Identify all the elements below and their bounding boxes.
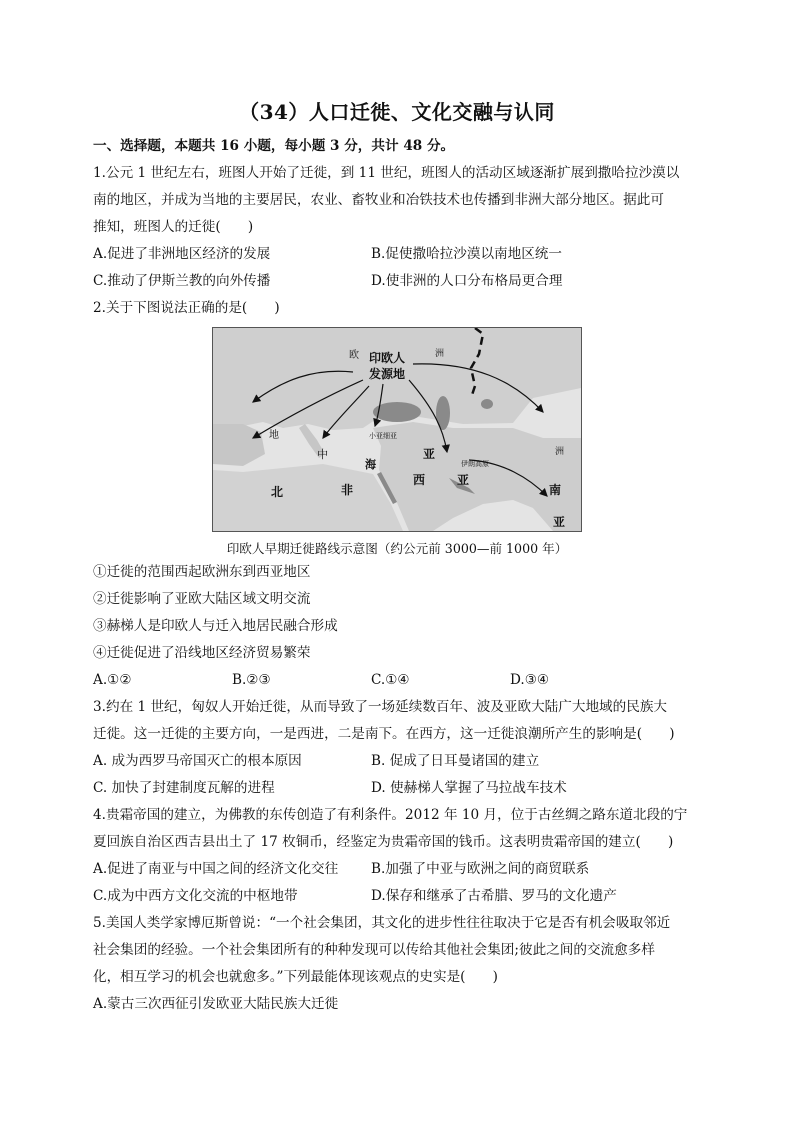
- map-label-di: 地: [269, 430, 279, 441]
- q1-stem-line-2: 南的地区，并成为当地的主要居民，农业、畜牧业和冶铁技术也传播到非洲大部分地区。据此可: [93, 192, 664, 208]
- q1-stem-line-1: 1.公元 1 世纪左右，班图人开始了迁徙，到 11 世纪，班图人的活动区域逐渐扩展到撒哈拉沙漠以: [93, 165, 680, 181]
- q2-stem: 2.关于下图说法正确的是( ): [93, 300, 280, 316]
- q4-stem-line-1: 4.贵霜帝国的建立，为佛教的东传创造了有利条件。2012 年 10 月，位于古丝绸之路东道北段的宁: [93, 807, 688, 823]
- q4-option-c: C.成为中西方文化交流的中枢地带: [93, 888, 298, 904]
- q4-option-a: A.促进了南亚与中国之间的经济文化交往: [93, 861, 339, 877]
- iberia-landmass: [213, 424, 265, 466]
- q5-stem-line-2: 社会集团的经验。一个社会集团所有的种种发现可以传给其他社会集团;彼此之间的交流愈多样: [93, 942, 655, 958]
- asia-landmass: [373, 422, 581, 531]
- q5-stem-line-3: 化，相互学习的机会也就愈多。”下列最能体现该观点的史实是( ): [93, 969, 498, 985]
- q3-option-c: C. 加快了封建制度瓦解的进程: [93, 780, 275, 796]
- q1-stem-line-3: 推知，班图人的迁徙( ): [93, 219, 254, 235]
- map-caption: 印欧人早期迁徙路线示意图（约公元前 3000—前 1000 年）: [226, 541, 568, 556]
- map-label-xi: 西: [413, 473, 426, 487]
- caspian-sea: [436, 396, 450, 430]
- map-label-zhong: 中: [317, 448, 328, 461]
- map-label-origin-line2: 发源地: [369, 367, 406, 381]
- map-label-zhou-2: 洲: [555, 447, 565, 457]
- map-label-origin-line1: 印欧人: [369, 351, 406, 365]
- map-label-zhou-1: 洲: [435, 349, 445, 359]
- map-label-ya-3: 亚: [553, 515, 566, 529]
- q4-option-b: B.加强了中亚与欧洲之间的商贸联系: [371, 861, 590, 877]
- q2-option-b: B.②③: [232, 672, 271, 688]
- map-label-bei: 北: [271, 485, 284, 499]
- africa-landmass: [213, 464, 403, 531]
- q2-option-c: C.①④: [371, 672, 410, 688]
- q3-stem-line-1: 3.约在 1 世纪，匈奴人开始迁徙，从而导致了一场延续数百年、波及亚欧大陆广大地域的民族大: [93, 699, 668, 715]
- q4-stem-line-2: 夏回族自治区西吉县出土了 17 枚铜币，经鉴定为贵霜帝国的钱币。这表明贵霜帝国的建立( ): [93, 834, 674, 850]
- q2-option-a: A.①②: [93, 672, 132, 688]
- q2-item-4: ④迁徙促进了沿线地区经济贸易繁荣: [93, 645, 311, 661]
- map-label-fei: 非: [341, 483, 354, 497]
- q5-stem-line-1: 5.美国人类学家博厄斯曾说：“一个社会集团，其文化的进步性往往取决于它是否有机会吸取邻近: [93, 915, 671, 931]
- q1-option-c: C.推动了伊斯兰教的向外传播: [93, 273, 271, 289]
- map-label-xiaoyaxiya: 小亚细亚: [369, 432, 397, 440]
- q3-option-a: A. 成为西罗马帝国灭亡的根本原因: [93, 753, 302, 769]
- q2-item-2: ②迁徙影响了亚欧大陆区域文明交流: [93, 591, 311, 607]
- migration-map: [212, 327, 582, 532]
- migration-map-svg: [213, 328, 581, 531]
- map-label-ya-2: 亚: [457, 473, 470, 487]
- q3-stem-line-2: 迁徙。这一迁徙的主要方向，一是西进，二是南下。在西方，这一迁徙浪潮所产生的影响是( ): [93, 726, 675, 742]
- map-label-hai: 海: [365, 458, 376, 471]
- map-label-yilang-gaoyuan: 伊朗高原: [461, 460, 489, 468]
- q2-option-d: D.③④: [510, 672, 550, 688]
- page-title: （34）人口迁徙、文化交融与认同: [239, 100, 555, 124]
- map-label-ou: 欧: [349, 350, 359, 361]
- q1-option-d: D.使非洲的人口分布格局更合理: [371, 273, 563, 289]
- aral-sea: [481, 399, 493, 409]
- q1-option-b: B.促使撒哈拉沙漠以南地区统一: [371, 246, 563, 262]
- q2-item-3: ③赫梯人是印欧人与迁入地居民融合形成: [93, 618, 338, 634]
- section-heading: 一、选择题，本题共 16 小题，每小题 3 分，共计 48 分。: [93, 138, 455, 154]
- q1-option-a: A.促进了非洲地区经济的发展: [93, 246, 271, 262]
- map-label-nan: 南: [549, 483, 562, 497]
- q3-option-d: D. 使赫梯人掌握了马拉战车技术: [371, 780, 567, 796]
- q3-option-b: B. 促成了日耳曼诸国的建立: [371, 753, 540, 769]
- map-label-ya-1: 亚: [423, 447, 436, 461]
- q5-option-a: A.蒙古三次西征引发欧亚大陆民族大迁徙: [93, 996, 339, 1012]
- q2-item-1: ①迁徙的范围西起欧洲东到西亚地区: [93, 564, 311, 580]
- q4-option-d: D.保存和继承了古希腊、罗马的文化遗产: [371, 888, 617, 904]
